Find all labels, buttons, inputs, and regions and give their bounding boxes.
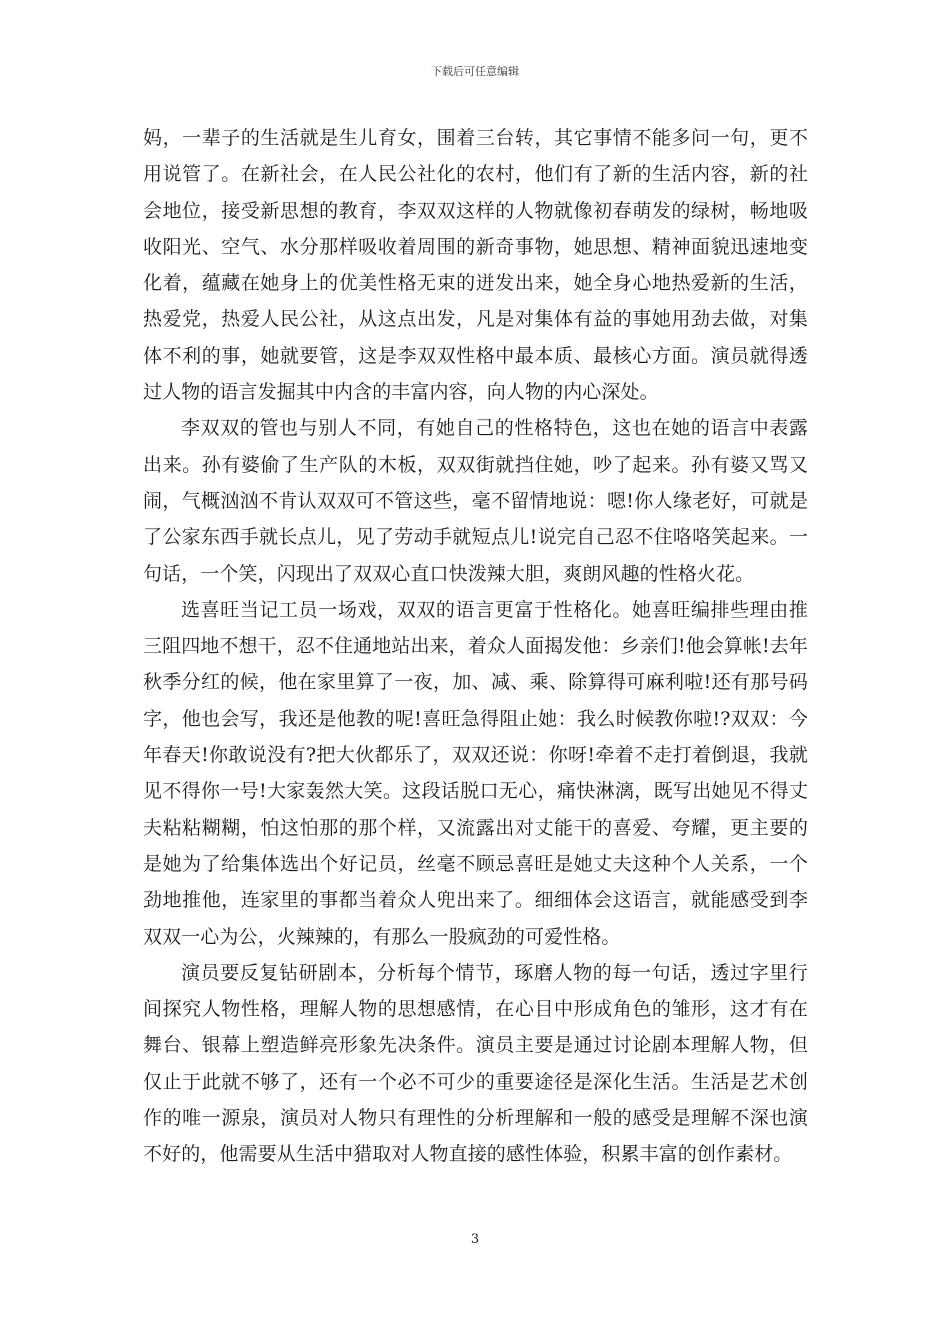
document-body <box>143 120 808 1173</box>
page-header: 下载后可任意编辑 <box>431 65 519 78</box>
paragraph-3: 选喜旺当记工员一场戏，双双的语言更富于性格化。她喜旺编排些理由推三阻四地不想干，忍不住通地站出来，着众人面揭发他：乡亲们!他会算帐!去年秋季分红的候，他在家里算了一夜，加、减、乘、除算得可麻利啦!还有那号码字，他也会写，我还是他教的呢!喜旺急得阻止她：我么时候教你啦!?双双：今年春天!你敢说没有?把大伙都乐了，双双还说：你呀!牵着不走打着倒退，我就见不得你一号!大家轰然大笑。这段话脱口无心，痛快淋漓，既写出她见不得丈夫粘粘糊糊，怕这怕那的那个样，又流露出对丈能干的喜爱、夸耀，更主要的是她为了给集体选出个好记员，丝毫不顾忌喜旺是她丈夫这种个人关系，一个劲地推他，连家里的事都当着众人兜出来了。细细体会这语言，就能感受到李双双一心为公，火辣辣的，有那么一股疯劲的可爱性格。 <box>143 598 808 948</box>
paragraph-2: 李双双的管也与别人不同，有她自己的性格特色，这也在她的语言中表露出来。孙有婆偷了生产队的木板，双双街就挡住她，吵了起来。孙有婆又骂又闹，气概汹汹不肯认双双可不管这些，毫不留情地说：嗯!你人缘老好，可就是了公家东西手就长点儿，见了劳动手就短点儿!说完自己忍不住咯咯笑起来。一句话，一个笑，闪现出了双双心直口快泼辣大胆，爽朗风趣的性格火花。 <box>143 417 808 585</box>
paragraph-1: 妈，一辈子的生活就是生儿育女，围着三台转，其它事情不能多问一句，更不用说管了。在新社会，在人民公社化的农村，他们有了新的生活内容，新的社会地位，接受新思想的教育，李双双这样的人物就像初春萌发的绿树，畅地吸收阳光、空气、水分那样吸收着周围的新奇事物，她思想、精神面貌迅速地变化着，蕴藏在她身上的优美性格无束的迸发出来，她全身心地热爱新的生活，热爱党，热爱人民公社，从这点出发，凡是对集体有益的事她用劲去做，对集体不利的事，她就要管，这是李双双性格中最本质、最核心方面。演员就得透过人物的语言发掘其中内含的丰富内容，向人物的内心深处。 <box>143 127 808 404</box>
paragraph-4: 演员要反复钻研剧本，分析每个情节，琢磨人物的每一句话，透过字里行间探究人物性格，理解人物的思想感情，在心目中形成角色的雏形，这才有在舞台、银幕上塑造鲜亮形象先决条件。演员主要是通过讨论剧本理解人物，但仅止于此就不够了，还有一个必不可少的重要途径是深化生活。生活是艺术创作的唯一源泉，演员对人物只有理性的分析理解和一般的感受是理解不深也演不好的，他需要从生活中猎取对人物直接的感性体验，积累丰富的创作素材。 <box>143 961 808 1166</box>
page-number: 3 <box>470 1232 480 1247</box>
